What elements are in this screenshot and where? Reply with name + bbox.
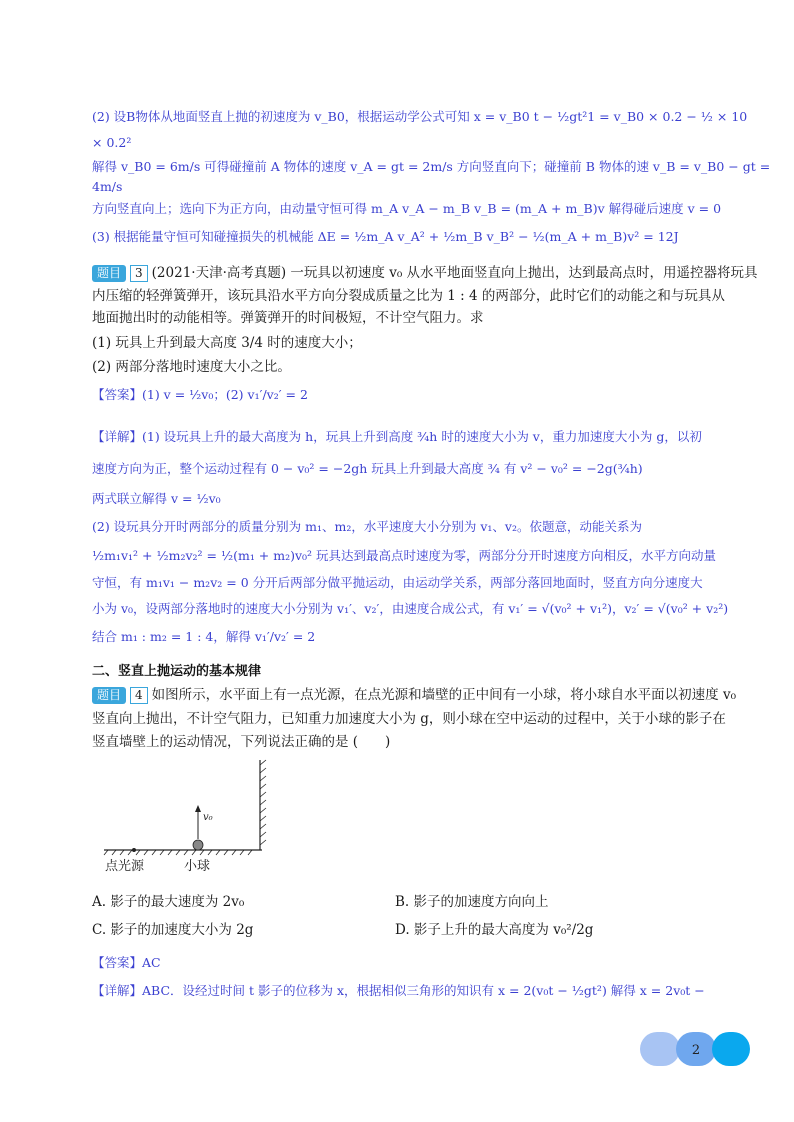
question-3-answer: 【答案】(1) v = ½v₀；(2) v₁′/v₂′ = 2 [92, 387, 308, 402]
question-3-sub-2: (2) 两部分落地时速度大小之比。 [92, 359, 291, 375]
arrow-head [195, 805, 201, 812]
light-source-dot [132, 848, 136, 852]
ball-label: 小球 [184, 859, 211, 874]
solution-line-1: (2) 设B物体从地面竖直上抛的初速度为 v_B0，根据运动学公式可知 x = v_B0 t − ½gt²1 = v_B0 × 0.2 − ½ × 10 [92, 109, 748, 124]
question-3-line-2: 内压缩的轻弹簧弹开，该玩具沿水平方向分裂成质量之比为 1 : 4 的两部分，此时它们的动能之和与玩具从 [92, 288, 725, 304]
solution-line-5: 方向竖直向上；选向下为正方向，由动量守恒可得 m_A v_A − m_B v_B = (m_A + m_B)v 解得碰后速度 v = 0 [92, 201, 722, 216]
question-3-detail-1: 【详解】(1) 设玩具上升的最大高度为 h，玩具上升到高度 ¾h 时的速度大小为 v，重力加速度大小为 g，以初 [92, 429, 702, 444]
wall-hatch [260, 760, 266, 845]
question-number: 4 [130, 687, 148, 704]
solution-line-2: × 0.2² [92, 135, 132, 150]
question-4-line-1 [92, 686, 750, 704]
question-4-line-2: 竖直向上抛出，不计空气阻力，已知重力加速度大小为 g，则小球在空中运动的过程中，关于小球的影子在 [92, 711, 726, 727]
question-3-detail-5: ½m₁v₁² + ½m₂v₂² = ½(m₁ + m₂)v₀² 玩具达到最高点时速度为零，两部分分开时速度方向相反，水平方向动量 [92, 548, 717, 563]
question-tag: 题目 [92, 687, 126, 704]
question-3-line-3: 地面抛出时的动能相等。弹簧弹开的时间极短，不计空气阻力。求 [92, 310, 484, 326]
ground-hatch [104, 850, 252, 855]
option-d[interactable]: D. 影子上升的最大高度为 v₀²/2g [395, 922, 594, 938]
question-tag: 题目 [92, 265, 126, 282]
question-3-text-1: (2021·天津·高考真题) 一玩具以初速度 v₀ 从水平地面竖直向上抛出，达到最高点时，用遥控器将玩具 [151, 265, 758, 281]
question-4-text-1: 如图所示，水平面上有一点光源，在点光源和墙壁的正中间有一小球，将小球自水平面以初速度 v₀ [151, 687, 736, 703]
question-3-detail-3: 两式联立解得 v = ½v₀ [92, 491, 221, 506]
question-3-detail-4: (2) 设玩具分开时两部分的质量分别为 m₁、m₂，水平速度大小分别为 v₁、v₂。依题意，动能关系为 [92, 519, 643, 534]
light-source-label: 点光源 [105, 859, 145, 874]
question-4-line-3: 竖直墙壁上的运动情况，下列说法正确的是 ( ) [92, 734, 391, 750]
solution-line-6: (3) 根据能量守恒可知碰撞损失的机械能 ΔE = ½m_A v_A² + ½m_B v_B² − ½(m_A + m_B)v² = 12J [92, 229, 679, 244]
question-number: 3 [130, 265, 148, 282]
solution-line-4: 4m/s [92, 179, 123, 194]
question-3-line-1 [92, 264, 758, 282]
option-b[interactable]: B. 影子的加速度方向向上 [395, 894, 549, 910]
v0-label: v₀ [203, 812, 213, 823]
page-number: 2 [691, 1043, 701, 1058]
question-3-sub-1: (1) 玩具上升到最大高度 3/4 时的速度大小； [92, 335, 362, 351]
question-3-detail-2: 速度方向为正，整个运动过程有 0 − v₀² = −2gh 玩具上升到最大高度 ¾ 有 v² − v₀² = −2g(¾h) [92, 461, 643, 476]
option-c[interactable]: C. 影子的加速度大小为 2g [92, 922, 254, 938]
ball [193, 840, 203, 850]
question-4-detail: 【详解】ABC．设经过时间 t 影子的位移为 x，根据相似三角形的知识有 x = 2(v₀t − ½gt²) 解得 x = 2v₀t − [92, 983, 705, 998]
shadow-figure [100, 755, 280, 880]
page-badge-left [640, 1032, 680, 1066]
solution-line-3: 解得 v_B0 = 6m/s 可得碰撞前 A 物体的速度 v_A = gt = 2m/s 方向竖直向下；碰撞前 B 物体的速 v_B = v_B0 − gt = [92, 159, 771, 174]
section-heading: 二、竖直上抛运动的基本规律 [92, 664, 262, 679]
option-a[interactable]: A. 影子的最大速度为 2v₀ [92, 894, 245, 910]
question-3-detail-8: 结合 m₁ : m₂ = 1 : 4，解得 v₁′/v₂′ = 2 [92, 629, 316, 644]
page-number-badge [640, 1032, 750, 1066]
question-3-detail-7: 小为 v₀，设两部分落地时的速度大小分别为 v₁′、v₂′，由速度合成公式，有 v₁′ = √(v₀² + v₁²)，v₂′ = √(v₀² + v₂²) [92, 601, 729, 616]
page-badge-right [712, 1032, 750, 1066]
question-3-detail-6: 守恒，有 m₁v₁ − m₂v₂ = 0 分开后两部分做平抛运动，由运动学关系，两部分落回地面时，竖直方向分速度大 [92, 575, 703, 590]
question-4-answer: 【答案】AC [92, 955, 161, 970]
